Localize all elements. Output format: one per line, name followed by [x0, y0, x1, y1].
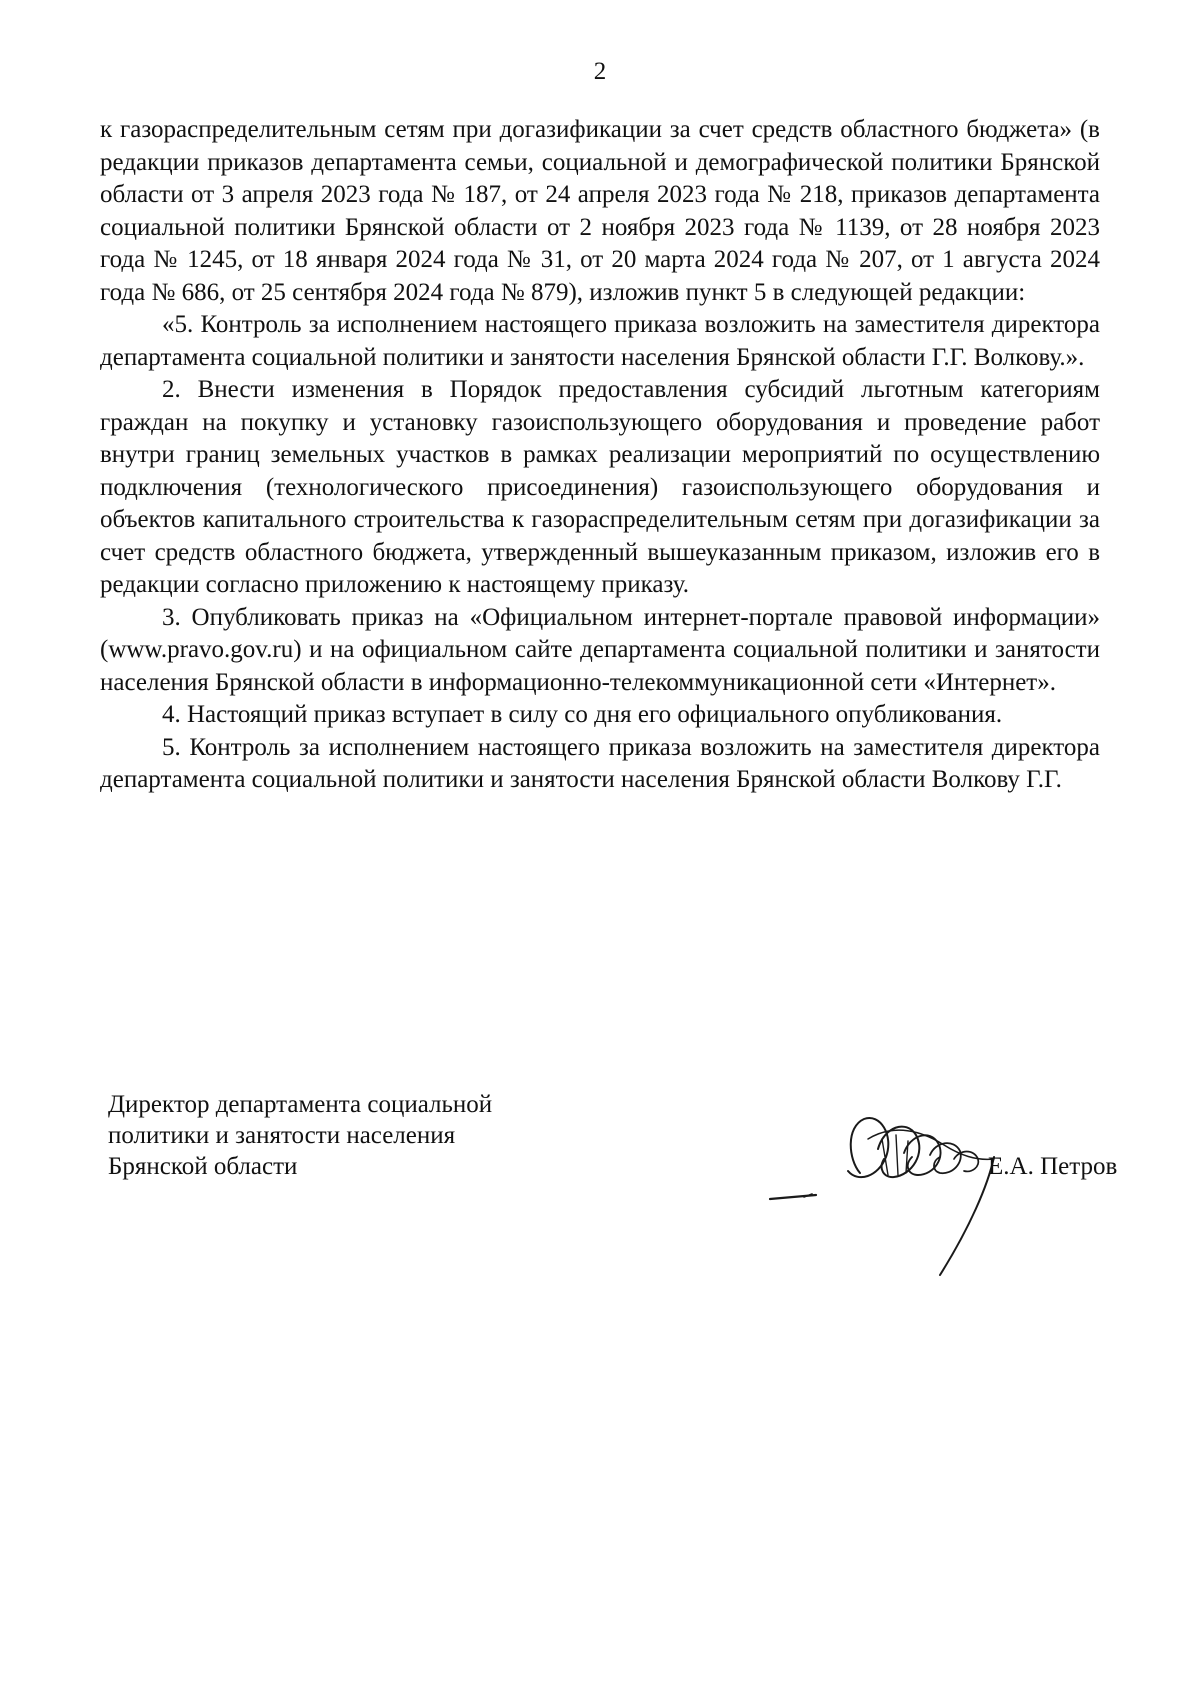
- paragraph-item-3: 3. Опубликовать приказ на «Официальном интернет-портале правовой информации» (www.pravo.gov.ru) и на официальном сайте департамента социальной политики и занятости населения Брянской области в информационно-телекоммуникационной сети «Интернет».: [100, 603, 1100, 696]
- signature-block: [108, 1089, 1118, 1289]
- signer-title-line: политики и занятости населения: [108, 1122, 456, 1149]
- signer-title-line: Брянской области: [108, 1153, 298, 1180]
- paragraph-item-5: 5. Контроль за исполнением настоящего приказа возложить на заместителя директора департамента социальной политики и занятости населения Брянской области Волкову Г.Г.: [100, 733, 1100, 793]
- signature-loop-4: [930, 1143, 961, 1173]
- paragraph-item-2: 2. Внести изменения в Порядок предоставления субсидий льготным категориям граждан на покупку и установку газоиспользующего оборудования и проведение работ внутри границ земельных участков в рамках реализации мероприятий по осуществлению подключения (технологического присоединения) газоиспользующего оборудования и объектов капитального строительства к газораспределительным сетям при догазификации за счет средств областного бюджета, утвержденный вышеуказанным приказом, изложив его в редакции согласно приложению к настоящему приказу.: [100, 376, 1100, 598]
- signature-long-stroke: [940, 1157, 994, 1275]
- paragraph-quoted-item-5: «5. Контроль за исполнением настоящего приказа возложить на заместителя директора департамента социальной политики и занятости населения Брянской области Г.Г. Волкову.».: [100, 311, 1100, 371]
- paragraph-item-4: 4. Настоящий приказ вступает в силу со дня его официального опубликования.: [162, 701, 1003, 728]
- signer-title-line: Директор департамента социальной: [108, 1091, 493, 1118]
- signer-title: [108, 1089, 588, 1182]
- page-number: 2: [593, 58, 607, 85]
- paragraph-continuation: к газораспределительным сетям при догазификации за счет средств областного бюджета» (в редакции приказов департамента семьи, социальной и демографической политики Брянской области от 3 апреля 2023 года № 187, от 24 апреля 2023 года № 218, приказов департамента социальной политики Брянской области от 2 ноября 2023 года № 1139, от 28 ноября 2023 года № 1245, от 18 января 2024 года № 31, от 20 марта 2024 года № 207, от 1 августа 2024 года № 686, от 25 сентября 2024 года № 879), изложив пункт 5 в следующей редакции:: [100, 116, 1100, 306]
- signature-loop-5: [954, 1152, 978, 1172]
- document-body: [100, 114, 1100, 797]
- signer-name: Е.А. Петров: [988, 1153, 1118, 1180]
